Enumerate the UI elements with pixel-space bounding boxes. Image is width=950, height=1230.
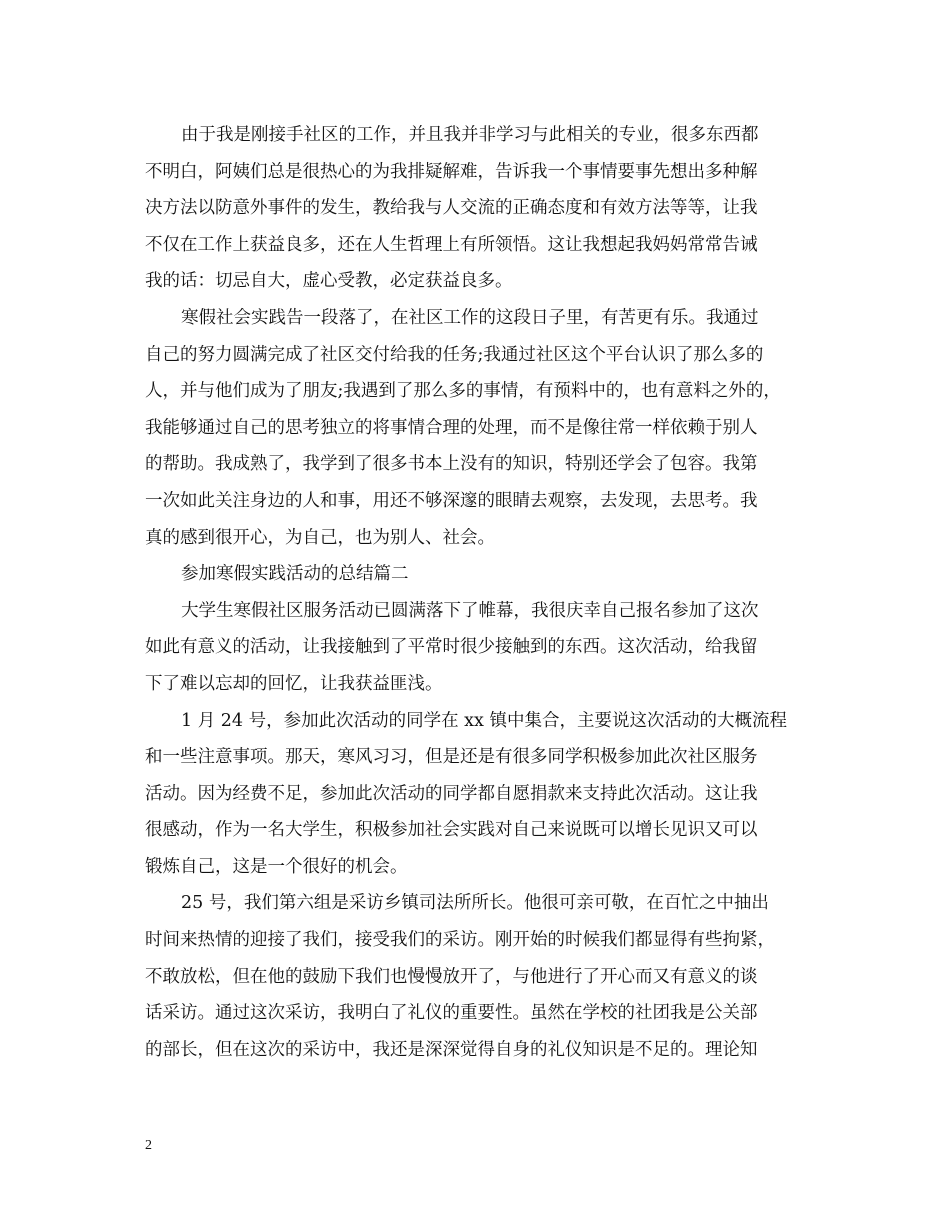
text-line: 我的话：切忌自大，虚心受教，必定获益良多。: [145, 271, 513, 292]
text-line: 真的感到很开心，为自己，也为别人、社会。: [145, 527, 495, 548]
text-line: 锻炼自己，这是一个很好的机会。: [145, 856, 408, 877]
text-line: 活动。因为经费不足，参加此次活动的同学都自愿捐款来支持此次活动。这让我: [145, 783, 758, 804]
text-line: 25 号，我们第六组是采访乡镇司法所所长。他很可亲可敬，在百忙之中抽出: [181, 893, 769, 914]
text-line: 决方法以防意外事件的发生，教给我与人交流的正确态度和有效方法等等，让我: [145, 198, 758, 219]
text-line: 的部长，但在这次的采访中，我还是深深觉得自身的礼仪知识是不足的。理论知: [145, 1039, 758, 1060]
page-number: 2: [145, 1138, 152, 1153]
text-line: 如此有意义的活动，让我接触到了平常时很少接触到的东西。这次活动，给我留: [145, 637, 758, 658]
text-line: 自己的努力圆满完成了社区交付给我的任务;我通过社区这个平台认识了那么多的: [145, 344, 764, 365]
text-line: 我能够通过自己的思考独立的将事情合理的处理，而不是像往常一样依赖于别人: [145, 417, 758, 438]
text-line: 一次如此关注身边的人和事，用还不够深邃的眼睛去观察，去发现，去思考。我: [145, 490, 758, 511]
text-line: 和一些注意事项。那天，寒风习习，但是还是有很多同学积极参加此次社区服务: [145, 747, 758, 768]
text-line: 下了难以忘却的回忆，让我获益匪浅。: [145, 673, 443, 694]
text-line: 由于我是刚接手社区的工作，并且我并非学习与此相关的专业，很多东西都: [181, 125, 759, 145]
text-line: 不明白，阿姨们总是很热心的为我排疑解难，告诉我一个事情要事先想出多种解: [145, 161, 758, 182]
text-line: 不仅在工作上获益良多，还在人生哲理上有所领悟。这让我想起我妈妈常常告诫: [145, 234, 758, 255]
text-line: 时间来热情的迎接了我们，接受我们的采访。刚开始的时候我们都显得有些拘紧，: [145, 930, 775, 951]
text-line: 寒假社会实践告一段落了，在社区工作的这段日子里，有苦更有乐。我通过: [181, 307, 759, 328]
text-line: 很感动，作为一名大学生，积极参加社会实践对自己来说既可以增长见识又可以: [145, 820, 758, 841]
text-line: 的帮助。我成熟了，我学到了很多书本上没有的知识，特别还学会了包容。我第: [145, 454, 758, 475]
text-line: 参加寒假实践活动的总结篇二: [181, 564, 409, 585]
text-line: 不敢放松，但在他的鼓励下我们也慢慢放开了，与他进行了开心而又有意义的谈: [145, 966, 758, 987]
text-line: 人，并与他们成为了朋友;我遇到了那么多的事情，有预料中的，也有意料之外的，: [145, 381, 781, 402]
document-body: [145, 117, 815, 1068]
text-line: 1 月 24 号，参加此次活动的同学在 xx 镇中集合，主要说这次活动的大概流程: [181, 710, 787, 731]
text-line: 大学生寒假社区服务活动已圆满落下了帷幕，我很庆幸自己报名参加了这次: [181, 600, 759, 621]
text-line: 话采访。通过这次采访，我明白了礼仪的重要性。虽然在学校的社团我是公关部: [145, 1003, 758, 1024]
